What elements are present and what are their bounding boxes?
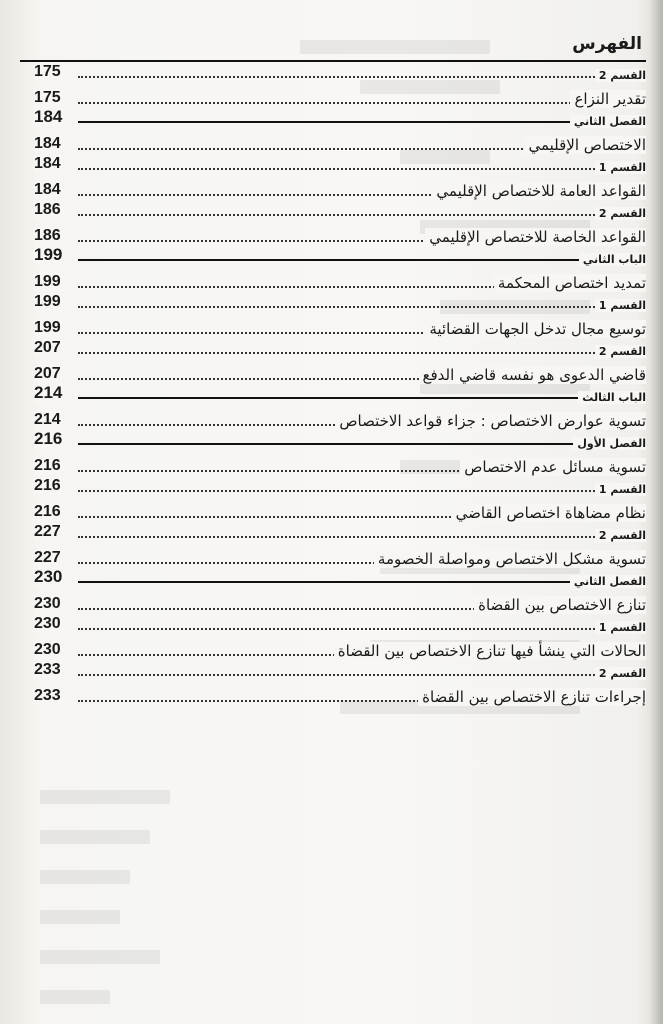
toc-entry-title: القواعد الخاصة للاختصاص الإقليمي (425, 228, 646, 246)
toc-page-number: 230 (34, 615, 61, 632)
toc-entry-title: القسم 2 (595, 207, 646, 220)
toc-entry (20, 108, 646, 128)
page-edge-shadow (649, 0, 663, 1024)
toc-entry-title: القسم 2 (595, 667, 646, 680)
toc-page-number: 214 (34, 411, 61, 428)
toc-page-number: 199 (34, 273, 61, 290)
toc-page-number: 184 (34, 181, 61, 198)
toc-entry-title: تنازع الاختصاص بين القضاة (474, 596, 646, 614)
toc-entry-title: القسم 1 (595, 483, 646, 496)
toc-entry (20, 404, 646, 430)
toc-entry (20, 614, 646, 634)
toc-entry (20, 312, 646, 338)
toc-entry-title: الباب الثاني (579, 253, 646, 266)
toc-leader-dots (78, 214, 646, 216)
toc-entry (20, 82, 646, 108)
toc-leader-dots (78, 168, 646, 170)
toc-entry-title: الحالات التي ينشأ فيها تنازع الاختصاص بين القضاة (334, 642, 646, 660)
toc-entry (20, 430, 646, 450)
page-header (20, 30, 646, 62)
toc-entry (20, 62, 646, 82)
toc-leader-dots (78, 443, 646, 445)
table-of-contents (20, 62, 646, 706)
toc-entry-title: الفصل الثاني (570, 575, 646, 588)
toc-entry (20, 384, 646, 404)
toc-page-number: 175 (34, 63, 61, 80)
toc-entry (20, 496, 646, 522)
toc-leader-dots (78, 259, 646, 261)
toc-leader-dots (78, 536, 646, 538)
toc-page-number: 175 (34, 89, 61, 106)
toc-entry (20, 660, 646, 680)
toc-entry-title: القواعد العامة للاختصاص الإقليمي (432, 182, 646, 200)
toc-entry-title: تقدير النزاع (570, 90, 646, 108)
toc-page-number: 216 (34, 503, 61, 520)
toc-page-number: 233 (34, 687, 61, 704)
toc-leader-dots (78, 76, 646, 78)
toc-entry-title: القسم 2 (595, 69, 646, 82)
toc-page-number: 186 (34, 227, 61, 244)
toc-entry-title: القسم 1 (595, 621, 646, 634)
toc-page-number: 227 (34, 523, 61, 540)
toc-leader-dots (78, 102, 646, 104)
toc-leader-dots (78, 397, 646, 399)
toc-entry-title: توسيع مجال تدخل الجهات القضائية (425, 320, 646, 338)
toc-entry (20, 476, 646, 496)
toc-entry-title: تمديد اختصاص المحكمة (494, 274, 646, 292)
toc-entry (20, 174, 646, 200)
page-title: الفهرس (572, 34, 642, 54)
toc-entry (20, 522, 646, 542)
toc-entry (20, 200, 646, 220)
toc-entry (20, 154, 646, 174)
toc-page-number: 216 (34, 457, 61, 474)
toc-entry (20, 128, 646, 154)
toc-page-number: 216 (34, 477, 61, 494)
toc-page-number: 216 (34, 429, 63, 448)
toc-entry-title: القسم 1 (595, 161, 646, 174)
toc-entry (20, 338, 646, 358)
toc-page-number: 199 (34, 293, 61, 310)
toc-entry-title: إجراءات تنازع الاختصاص بين القضاة (418, 688, 646, 706)
toc-page-number: 207 (34, 339, 61, 356)
toc-entry (20, 588, 646, 614)
toc-entry-title: القسم 2 (595, 345, 646, 358)
toc-leader-dots (78, 306, 646, 308)
toc-entry-title: الاختصاص الإقليمي (524, 136, 646, 154)
toc-leader-dots (78, 352, 646, 354)
toc-entry (20, 292, 646, 312)
toc-entry-title: الباب الثالث (578, 391, 646, 404)
toc-page-number: 233 (34, 661, 61, 678)
toc-entry (20, 568, 646, 588)
toc-entry-title: نظام مضاهاة اختصاص القاضي (452, 504, 646, 522)
toc-entry-title: تسوية مسائل عدم الاختصاص (460, 458, 646, 476)
toc-entry (20, 680, 646, 706)
toc-page-number: 184 (34, 135, 61, 152)
toc-entry (20, 358, 646, 384)
toc-page-number: 199 (34, 319, 61, 336)
toc-page-number: 214 (34, 383, 63, 402)
toc-page-number: 199 (34, 245, 63, 264)
toc-leader-dots (78, 121, 646, 123)
toc-entry-title: تسوية مشكل الاختصاص ومواصلة الخصومة (374, 550, 646, 568)
toc-page-number: 186 (34, 201, 61, 218)
toc-page-number: 230 (34, 595, 61, 612)
toc-leader-dots (78, 674, 646, 676)
toc-entry-title: الفصل الثاني (570, 115, 646, 128)
toc-page-number: 230 (34, 641, 61, 658)
toc-leader-dots (78, 490, 646, 492)
toc-entry-title: القسم 1 (595, 299, 646, 312)
toc-page-number: 207 (34, 365, 61, 382)
toc-page-number: 184 (34, 155, 61, 172)
toc-leader-dots (78, 581, 646, 583)
toc-entry-title: الفصل الأول (573, 437, 646, 450)
toc-entry (20, 542, 646, 568)
toc-entry (20, 634, 646, 660)
toc-page-number: 230 (34, 567, 63, 586)
toc-entry (20, 450, 646, 476)
toc-entry-title: قاضي الدعوى هو نفسه قاضي الدفع (419, 366, 646, 384)
toc-entry (20, 246, 646, 266)
toc-entry (20, 266, 646, 292)
toc-page-number: 184 (34, 107, 63, 126)
toc-entry-title: القسم 2 (595, 529, 646, 542)
toc-entry (20, 220, 646, 246)
toc-leader-dots (78, 628, 646, 630)
toc-entry-title: تسوية عوارض الاختصاص : جزاء قواعد الاختصاص (335, 412, 646, 430)
toc-page-number: 227 (34, 549, 61, 566)
